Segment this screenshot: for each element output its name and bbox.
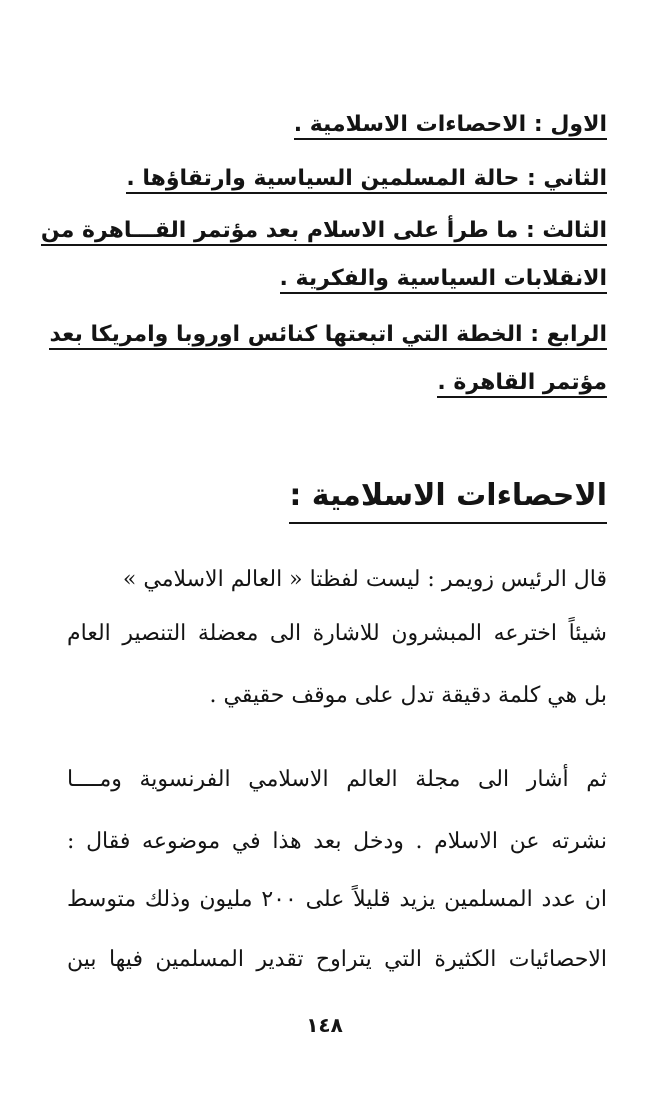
paragraph-2-line-2: نشرته عن الاسلام . ودخل بعد هذا في موضوعه فقال : bbox=[67, 829, 607, 854]
toc-item-fourth-text-2: مؤتمر القاهرة . bbox=[437, 370, 607, 398]
toc-item-fourth-line2 bbox=[73, 366, 607, 400]
toc-item-second-text: الثاني : حالة المسلمين السياسية وارتقاؤها . bbox=[126, 166, 607, 194]
toc-item-first-text: الاول : الاحصاءات الاسلامية . bbox=[294, 112, 607, 140]
toc-item-fourth-line1 bbox=[49, 318, 607, 352]
toc-item-second bbox=[73, 162, 607, 196]
paragraph-1-line-3: بل هي كلمة دقيقة تدل على موقف حقيقي . bbox=[209, 683, 607, 708]
paragraph-2-line-3: ان عدد المسلمين يزيد قليلاً على ٢٠٠ مليون وذلك متوسط bbox=[67, 887, 607, 912]
toc-item-third-line2 bbox=[73, 262, 607, 296]
toc-item-third-text-2: الانقلابات السياسية والفكرية . bbox=[280, 266, 607, 294]
toc-item-third-text-1: الثالث : ما طرأ على الاسلام بعد مؤتمر القـــاهرة من bbox=[41, 218, 607, 246]
paragraph-2-line-1: ثم أشار الى مجلة العالم الاسلامي الفرنسوية ومــــا bbox=[67, 767, 607, 792]
paragraph-1-line-1: قال الرئيس زويمر : ليست لفظتا « العالم الاسلامي » bbox=[122, 567, 607, 592]
paragraph-1-line-2: شيئاً اخترعه المبشرون للاشارة الى معضلة التنصير العام bbox=[67, 621, 607, 646]
toc-item-fourth-text-1: الرابع : الخطة التي اتبعتها كنائس اوروبا وامريكا بعد bbox=[49, 322, 607, 350]
page-number: ١٤٨ bbox=[306, 1013, 343, 1037]
toc-item-first bbox=[73, 108, 607, 142]
section-heading: الاحصاءات الاسلامية : bbox=[289, 474, 607, 524]
paragraph-2-line-4: الاحصائيات الكثيرة التي يتراوح تقدير المسلمين فيها بين bbox=[67, 947, 607, 972]
toc-item-third-line1 bbox=[40, 214, 607, 248]
